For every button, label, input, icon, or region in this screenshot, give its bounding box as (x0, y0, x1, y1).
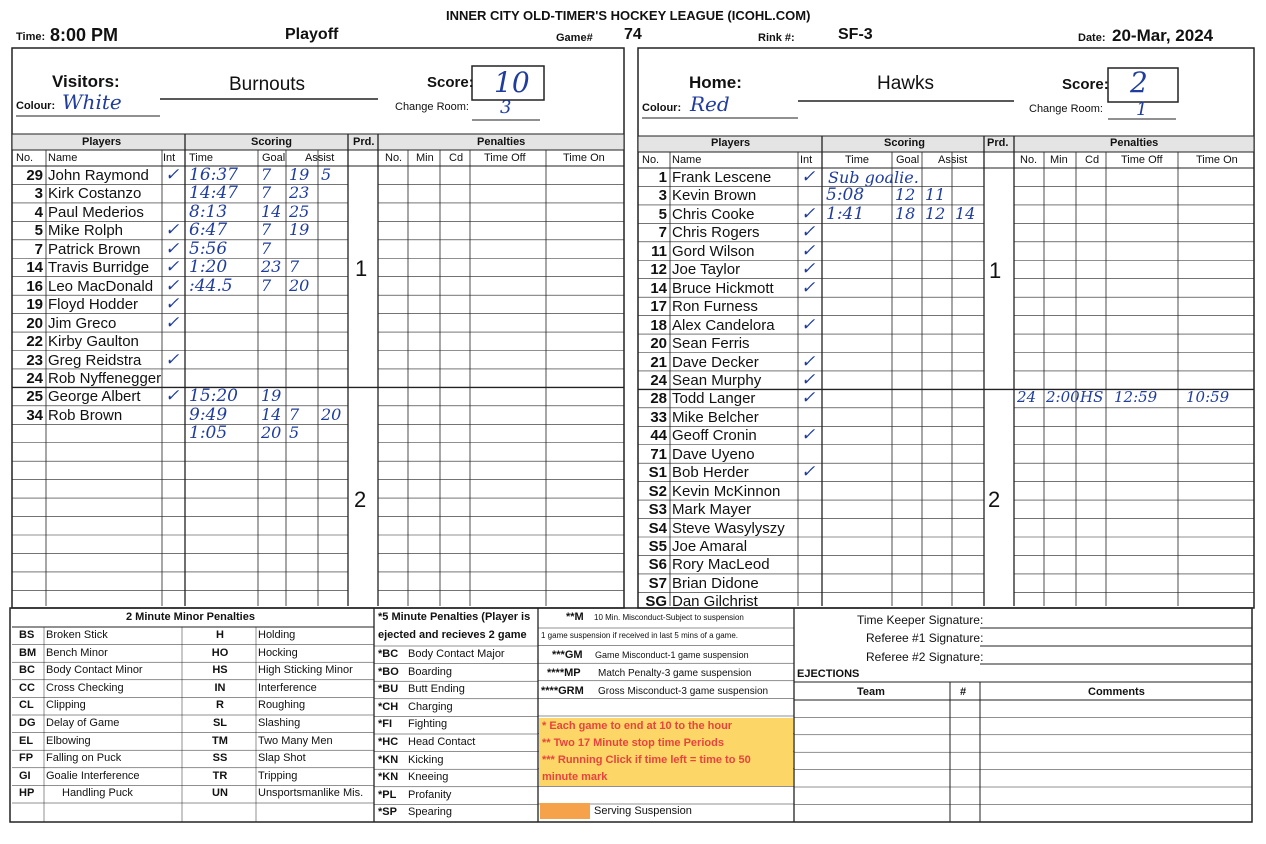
home-player-name: Alex Candelora (672, 316, 775, 334)
home-player-number: 3 (658, 187, 667, 205)
time-label: Time: (16, 31, 46, 43)
visitors-goal-assist-1: 23 (289, 183, 310, 203)
minor-penalty-code: SS (212, 752, 228, 765)
home-player-number: 7 (658, 224, 667, 242)
timekeeper-signature-label: Time Keeper Signature: (857, 613, 984, 627)
misconduct-desc: Match Penalty-3 game suspension (598, 668, 752, 679)
visitors-goal-scorer: 14 (261, 201, 282, 221)
minor-penalty-desc: Slap Shot (258, 752, 306, 765)
visitors-goal-scorer: 7 (261, 220, 272, 240)
rink-value: SF-3 (838, 26, 873, 43)
home-player-name: Chris Cooke (672, 205, 755, 223)
home-player-number: 33 (650, 408, 667, 426)
home-player-name: Bob Herder (672, 464, 749, 482)
major-penalty-desc: Spearing (408, 806, 453, 819)
home-goal-time: 1:41 (826, 203, 865, 224)
home-player-name: Dave Uyeno (672, 445, 755, 463)
home-goal-assist-1: 12 (925, 203, 946, 223)
minor-penalty-code: UN (212, 787, 228, 800)
visitors-change-room-label: Change Room: (395, 101, 469, 113)
home-player-number: S3 (648, 501, 667, 519)
serving-suspension-label: Serving Suspension (594, 805, 692, 817)
visitors-players-header: Players (82, 136, 122, 148)
major-penalty-code: *FI (378, 718, 393, 731)
home-player-int-check: ✓ (801, 425, 816, 446)
misconduct-desc: Game Misconduct-1 game suspension (595, 650, 749, 660)
misconduct-desc: 1 game suspension if received in last 5 mins of a game. (541, 631, 738, 640)
misconduct-code: ****GRM (541, 685, 584, 697)
visitors-player-name: Kirk Costanzo (48, 185, 142, 203)
home-penalty-minutes: 2:00 (1046, 388, 1080, 407)
ejections-number-header: # (960, 686, 967, 698)
home-player-name: Brian Didone (672, 574, 759, 592)
home-player-name: Steve Wasylyszy (672, 519, 785, 537)
visitors-score: 10 (494, 66, 530, 99)
visitors-label: Visitors: (52, 72, 120, 91)
home-prd-header: Prd. (987, 137, 1009, 149)
home-period-2: 2 (988, 487, 1001, 512)
major-penalties-title-1: *5 Minute Penalties (Player is (378, 611, 531, 623)
visitors-player-number: 25 (26, 388, 43, 406)
home-player-int-check: ✓ (801, 388, 816, 409)
home-penalty-time-off: 12:59 (1114, 388, 1158, 407)
minor-penalty-code: DG (19, 717, 36, 729)
minor-penalty-code: BS (19, 629, 35, 641)
home-col-assist: Assist (938, 154, 968, 166)
home-player-number: 17 (650, 298, 667, 316)
major-penalty-code: *CH (378, 700, 399, 713)
home-player-number: 14 (650, 279, 667, 297)
visitors-goal-time: 15:20 (189, 386, 238, 407)
game-time: 8:00 PM (50, 25, 119, 45)
major-penalty-desc: Head Contact (408, 736, 476, 748)
visitors-colour-label: Colour: (16, 100, 56, 112)
visitors-player-int-check: ✓ (165, 386, 180, 407)
home-col-pen-no: No. (1020, 154, 1038, 166)
visitors-colour: White (62, 90, 122, 114)
home-team: Hawks (877, 73, 935, 94)
ejections-title: EJECTIONS (797, 668, 860, 680)
major-penalty-desc: Body Contact Major (408, 648, 505, 660)
home-col-time-off: Time Off (1121, 154, 1163, 166)
visitors-change-room: 3 (500, 97, 512, 118)
minor-penalty-code: CC (19, 681, 35, 694)
visitors-col-pen-no: No. (385, 152, 403, 164)
visitors-player-int-check: ✓ (165, 257, 180, 278)
home-goal-time: 5:08 (826, 185, 865, 206)
visitors-player-name: Floyd Hodder (48, 296, 139, 314)
home-sub-goalie-note: Sub goalie. (828, 168, 919, 187)
major-penalty-code: *KN (378, 771, 399, 784)
home-goal-scorer: 18 (895, 203, 916, 223)
home-change-room: 1 (1136, 99, 1148, 120)
referee1-signature-label: Referee #1 Signature: (866, 631, 984, 645)
major-penalty-code: *BC (378, 648, 399, 660)
visitors-col-time-on: Time On (563, 152, 605, 164)
visitors-player-number: 24 (26, 369, 43, 387)
minor-penalty-desc: Roughing (258, 699, 306, 712)
visitors-player-number: 23 (26, 351, 43, 369)
visitors-col-cd: Cd (449, 152, 464, 164)
visitors-player-number: 5 (34, 222, 43, 240)
minor-penalty-desc: Handling Puck (62, 787, 133, 800)
home-col-min: Min (1050, 154, 1068, 166)
visitors-player-name: John Raymond (48, 167, 149, 184)
home-players-header: Players (711, 137, 751, 149)
visitors-col-int: Int (163, 152, 176, 164)
visitors-player-int-check: ✓ (165, 312, 180, 333)
minor-penalty-code: GI (19, 769, 31, 782)
visitors-player-number: 20 (26, 314, 43, 332)
minor-penalty-desc: Interference (258, 681, 317, 694)
major-penalty-code: *BO (378, 665, 399, 678)
minor-penalty-code: HS (212, 664, 228, 677)
minor-penalty-code: R (216, 699, 224, 712)
home-col-goal: Goal (896, 154, 920, 166)
visitors-col-assist: Assist (305, 152, 335, 164)
rink-label: Rink #: (758, 32, 795, 44)
misconduct-code: ***GM (552, 649, 583, 661)
home-player-name: Bruce Hickmott (672, 279, 774, 297)
visitors-goal-assist-1: 20 (289, 275, 310, 295)
home-player-name: Kevin Brown (672, 187, 757, 205)
visitors-player-number: 7 (34, 240, 43, 258)
home-player-number: 1 (658, 169, 667, 186)
visitors-goal-scorer: 7 (261, 275, 272, 295)
visitors-goal-scorer: 19 (261, 386, 282, 406)
home-goal-assist-1: 11 (925, 185, 946, 205)
home-player-name: Gord Wilson (672, 242, 755, 260)
visitors-player-name: Paul Mederios (48, 203, 144, 221)
home-player-number: 12 (650, 261, 667, 279)
game-date: 20-Mar, 2024 (1112, 26, 1214, 45)
visitors-period-1: 1 (355, 256, 368, 281)
visitors-player-name: Greg Reidstra (48, 351, 142, 369)
visitors-player-name: Rob Brown (48, 406, 123, 424)
home-player-name: Sean Murphy (672, 371, 762, 389)
league-title: INNER CITY OLD-TIMER'S HOCKEY LEAGUE (ICOHL.COM) (446, 8, 811, 23)
home-penalties-header: Penalties (1110, 137, 1159, 149)
major-penalty-desc: Butt Ending (408, 683, 465, 696)
home-col-time-on: Time On (1196, 154, 1238, 166)
game-note: * Each game to end at 10 to the hour (542, 720, 733, 732)
home-player-number: SG (645, 593, 667, 611)
ejections-comments-header: Comments (1088, 686, 1145, 698)
home-player-int-check: ✓ (801, 222, 816, 243)
home-player-number: 71 (650, 445, 667, 463)
visitors-player-number: 19 (26, 296, 43, 314)
visitors-score-label: Score: (427, 74, 474, 91)
home-player-name: Frank Lescene (672, 169, 772, 186)
home-player-name: Joe Taylor (672, 261, 741, 279)
major-penalty-desc: Kneeing (408, 771, 449, 784)
home-player-number: 5 (658, 205, 667, 223)
home-player-number: 20 (650, 335, 667, 353)
home-score-label: Score: (1062, 76, 1109, 93)
home-player-name: Joe Amaral (672, 538, 748, 555)
visitors-goal-time: 1:05 (189, 423, 228, 444)
minor-penalty-desc: Hocking (258, 646, 298, 659)
home-player-number: 44 (650, 427, 667, 445)
home-player-int-check: ✓ (801, 203, 816, 224)
visitors-scoring-header: Scoring (251, 136, 292, 148)
home-player-number: S2 (648, 482, 667, 500)
visitors-col-time: Time (189, 152, 214, 164)
game-note: ** Two 17 Minute stop time Periods (542, 737, 724, 749)
home-player-name: Rory MacLeod (672, 556, 770, 574)
visitors-player-name: Patrick Brown (48, 240, 141, 258)
minor-penalty-code: H (216, 629, 224, 641)
home-player-name: Sean Ferris (672, 335, 750, 353)
minor-penalty-desc: Two Many Men (258, 734, 333, 747)
home-colour: Red (690, 92, 730, 116)
visitors-player-number: 22 (26, 333, 43, 351)
home-player-int-check: ✓ (801, 351, 816, 372)
major-penalty-desc: Kicking (408, 753, 444, 766)
visitors-player-number: 3 (34, 185, 43, 203)
visitors-col-no: No. (16, 152, 34, 164)
major-penalty-desc: Charging (408, 700, 453, 713)
home-penalty-code: HS (1080, 388, 1104, 407)
visitors-player-int-check: ✓ (165, 294, 180, 315)
visitors-goal-assist-2: 20 (321, 404, 342, 424)
minor-penalty-desc: Holding (258, 629, 296, 641)
home-player-name: Dan Gilchrist (672, 593, 758, 611)
minor-penalty-code: TM (212, 734, 228, 747)
game-number: 74 (624, 26, 642, 43)
visitors-goal-scorer: 7 (261, 183, 272, 203)
minor-penalties-title: 2 Minute Minor Penalties (126, 611, 255, 623)
home-player-name: Geoff Cronin (672, 427, 757, 445)
minor-penalty-desc: Cross Checking (46, 681, 124, 694)
major-penalty-desc: Boarding (408, 665, 453, 678)
visitors-player-name: George Albert (48, 388, 141, 406)
home-colour-label: Colour: (642, 102, 682, 114)
visitors-player-name: Rob Nyffenegger (48, 369, 162, 387)
minor-penalty-code: SL (212, 717, 228, 729)
minor-penalty-desc: Elbowing (46, 734, 91, 747)
minor-penalty-desc: Goalie Interference (46, 769, 140, 782)
ejections-team-header: Team (857, 686, 885, 698)
home-col-name: Name (672, 154, 702, 166)
home-goal-assist-2: 14 (955, 203, 976, 223)
visitors-col-goal: Goal (262, 152, 286, 164)
home-player-int-check: ✓ (801, 277, 816, 298)
visitors-player-number: 34 (26, 406, 43, 424)
minor-penalty-code: TR (212, 769, 228, 782)
home-change-room-label: Change Room: (1029, 103, 1103, 115)
home-player-number: S7 (648, 574, 667, 592)
home-player-number: S5 (648, 538, 667, 555)
misconduct-desc: Gross Misconduct-3 game suspension (598, 686, 769, 697)
minor-penalty-desc: Falling on Puck (46, 752, 122, 765)
home-player-number: S1 (648, 464, 667, 482)
minor-penalty-code: EL (19, 734, 34, 747)
game-note: *** Running Click if time left = time to 50 (542, 754, 751, 766)
minor-penalty-code: CL (19, 699, 34, 712)
minor-penalty-desc: Body Contact Minor (46, 664, 143, 677)
minor-penalty-desc: Delay of Game (46, 717, 120, 729)
minor-penalty-code: HP (19, 787, 35, 800)
visitors-player-int-check: ✓ (165, 220, 180, 241)
major-penalty-code: *PL (378, 788, 397, 801)
date-label: Date: (1078, 32, 1106, 44)
visitors-col-name: Name (48, 152, 78, 164)
minor-penalty-desc: Unsportsmanlike Mis. (258, 787, 364, 800)
home-label: Home: (689, 73, 742, 92)
home-col-no: No. (642, 154, 660, 166)
visitors-goal-time: 1:20 (189, 257, 228, 278)
home-player-number: 11 (651, 242, 667, 260)
visitors-goal-scorer: 7 (261, 238, 272, 258)
home-col-int: Int (800, 154, 813, 166)
game-note: minute mark (542, 771, 608, 783)
visitors-goal-assist-1: 19 (289, 165, 310, 184)
home-penalty-time-on: 10:59 (1186, 388, 1230, 407)
major-penalty-code: *HC (378, 736, 399, 748)
visitors-goal-scorer: 23 (261, 257, 282, 277)
visitors-goal-time: 6:47 (189, 220, 228, 241)
home-player-name: Todd Langer (672, 390, 756, 408)
visitors-col-time-off: Time Off (484, 152, 526, 164)
visitors-goal-assist-2: 5 (321, 165, 332, 184)
home-player-name: Kevin McKinnon (672, 482, 781, 500)
home-player-name: Ron Furness (672, 298, 758, 316)
home-penalty-number: 24 (1017, 388, 1037, 407)
visitors-player-int-check: ✓ (165, 165, 180, 185)
minor-penalty-code: BM (19, 646, 37, 659)
visitors-player-number: 16 (26, 277, 43, 295)
home-player-int-check: ✓ (801, 240, 816, 261)
minor-penalty-code: FP (19, 752, 34, 765)
home-player-name: Mike Belcher (672, 408, 759, 426)
home-player-name: Chris Rogers (672, 224, 760, 242)
visitors-player-name: Kirby Gaulton (48, 333, 139, 351)
home-scoring-header: Scoring (884, 137, 925, 149)
visitors-goal-assist-1: 7 (289, 257, 300, 277)
visitors-player-name: Mike Rolph (48, 222, 124, 240)
major-penalty-code: *SP (378, 806, 397, 819)
home-period-1: 1 (989, 258, 1002, 283)
home-player-number: S4 (648, 519, 667, 537)
misconduct-desc: 10 Min. Misconduct-Subject to suspension (594, 613, 744, 622)
minor-penalty-desc: Clipping (46, 699, 86, 712)
home-score: 2 (1130, 66, 1148, 99)
home-player-int-check: ✓ (801, 259, 816, 280)
visitors-player-number: 29 (26, 167, 43, 184)
visitors-player-int-check: ✓ (165, 275, 180, 296)
home-col-cd: Cd (1085, 154, 1100, 166)
visitors-col-min: Min (416, 152, 434, 164)
minor-penalty-desc: Slashing (258, 717, 301, 729)
visitors-period-2: 2 (354, 487, 367, 512)
visitors-player-name: Jim Greco (48, 314, 117, 332)
minor-penalty-desc: Tripping (258, 769, 298, 782)
home-player-number: 18 (650, 316, 667, 334)
visitors-goal-assist-1: 5 (289, 423, 300, 443)
minor-penalty-desc: Broken Stick (46, 629, 108, 641)
visitors-prd-header: Prd. (353, 136, 375, 148)
visitors-goal-time: 5:56 (189, 238, 228, 259)
minor-penalty-code: BC (19, 664, 35, 677)
visitors-goal-scorer: 20 (261, 423, 282, 443)
home-col-time: Time (845, 154, 870, 166)
visitors-goal-assist-1: 19 (289, 220, 310, 240)
visitors-player-name: Travis Burridge (48, 259, 150, 277)
visitors-goal-scorer: 14 (261, 404, 282, 424)
minor-penalty-desc: Bench Minor (46, 646, 108, 659)
home-player-int-check: ✓ (801, 167, 816, 187)
home-player-name: Mark Mayer (672, 501, 752, 519)
visitors-goal-time: :44.5 (189, 275, 233, 296)
home-player-name: Dave Decker (672, 353, 759, 371)
home-player-int-check: ✓ (801, 314, 816, 335)
game-number-label: Game# (556, 32, 593, 44)
major-penalty-code: *KN (378, 753, 399, 766)
visitors-goal-time: 8:13 (189, 201, 228, 222)
visitors-player-int-check: ✓ (165, 238, 180, 259)
visitors-player-name: Leo MacDonald (48, 277, 154, 295)
home-goal-scorer: 12 (895, 185, 916, 205)
major-penalty-code: *BU (378, 683, 399, 696)
major-penalties-title-2: ejected and recieves 2 game (378, 629, 527, 641)
major-penalty-desc: Fighting (408, 718, 448, 731)
home-player-number: 28 (650, 390, 667, 408)
referee2-signature-label: Referee #2 Signature: (866, 650, 984, 664)
visitors-player-number: 4 (34, 203, 43, 221)
game-type: Playoff (285, 26, 339, 43)
visitors-goal-time: 9:49 (189, 404, 228, 425)
misconduct-code: ****MP (547, 667, 581, 679)
visitors-goal-scorer: 7 (261, 165, 272, 184)
visitors-goal-time: 16:37 (189, 165, 238, 185)
home-player-int-check: ✓ (801, 369, 816, 390)
visitors-goal-assist-1: 7 (289, 404, 300, 424)
home-player-number: 24 (650, 371, 667, 389)
home-player-number: S6 (648, 556, 667, 574)
home-player-number: 21 (650, 353, 667, 371)
visitors-team: Burnouts (229, 74, 306, 95)
visitors-penalties-header: Penalties (477, 136, 526, 148)
major-penalty-desc: Profanity (408, 788, 452, 801)
minor-penalty-desc: High Sticking Minor (258, 664, 353, 677)
visitors-goal-time: 14:47 (189, 183, 238, 204)
home-player-int-check: ✓ (801, 462, 816, 483)
misconduct-code: **M (566, 611, 584, 623)
minor-penalty-code: HO (211, 646, 229, 659)
serving-suspension-swatch (540, 803, 590, 819)
visitors-goal-assist-1: 25 (289, 201, 310, 221)
minor-penalty-code: IN (214, 681, 226, 694)
visitors-player-number: 14 (26, 259, 43, 277)
visitors-player-int-check: ✓ (165, 349, 180, 370)
